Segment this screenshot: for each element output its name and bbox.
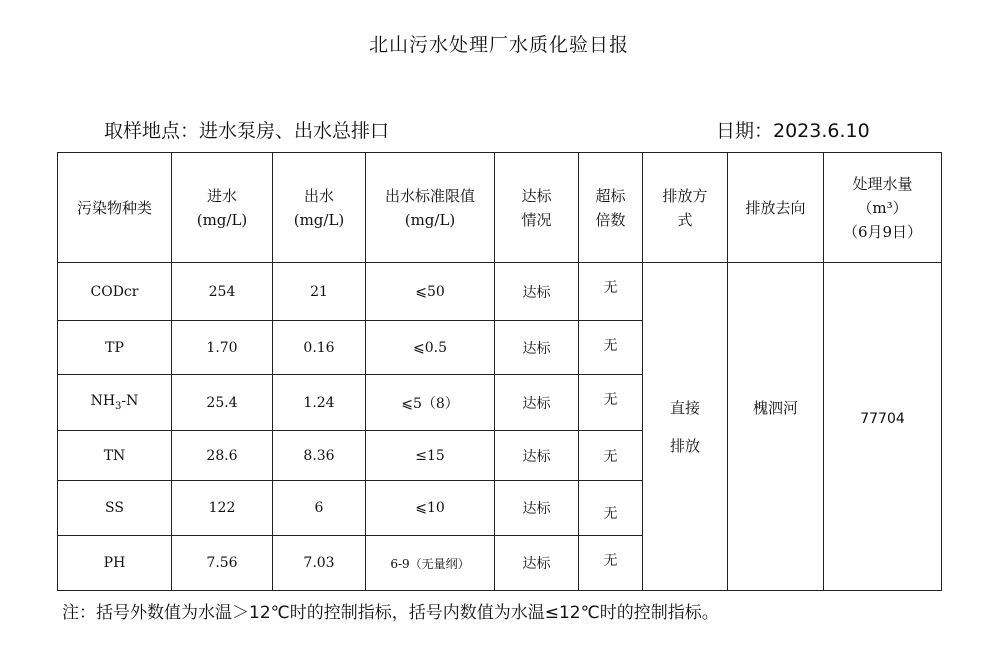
header-volume: 处理水量 （m³） （6月9日） — [824, 153, 942, 263]
pollutant-cell: SS — [58, 481, 172, 536]
pollutant-cell: $NH_3-N$ — [58, 375, 172, 431]
header-outflow: 出水 (mg/L) — [273, 153, 366, 263]
outflow-cell: 1.24 — [273, 375, 366, 431]
discharge-destination-cell: 槐泗河 — [728, 263, 824, 591]
exceed-cell: 无 — [579, 481, 643, 536]
inflow-cell: 1.70 — [172, 321, 273, 375]
exceed-cell: 无 — [579, 536, 643, 591]
header-exceed: 超标 倍数 — [579, 153, 643, 263]
discharge-method-cell: 直接 排放 — [643, 263, 728, 591]
exceed-cell: 无 — [579, 263, 643, 321]
pollutant-cell: PH — [58, 536, 172, 591]
header-row — [58, 153, 942, 263]
header-compliance: 达标 情况 — [495, 153, 579, 263]
pollutant-cell: TN — [58, 431, 172, 481]
header-discharge-method: 排放方 式 — [643, 153, 728, 263]
inflow-cell: 254 — [172, 263, 273, 321]
exceed-cell: 无 — [579, 431, 643, 481]
header-inflow: 进水 (mg/L) — [172, 153, 273, 263]
table-row — [58, 263, 942, 321]
treated-volume-cell: 77704 — [824, 263, 942, 591]
exceed-cell: 无 — [579, 321, 643, 375]
outflow-cell: 21 — [273, 263, 366, 321]
pollutant-cell: TP — [58, 321, 172, 375]
compliance-cell: 达标 — [495, 321, 579, 375]
header-limit: 出水标准限值 (mg/L) — [366, 153, 495, 263]
outflow-cell: 0.16 — [273, 321, 366, 375]
limit-cell: 6-9（无量纲） — [366, 536, 495, 591]
header-pollutant: 污染物种类 — [58, 153, 172, 263]
compliance-cell: 达标 — [495, 536, 579, 591]
outflow-cell: 8.36 — [273, 431, 366, 481]
pollutant-cell: CODcr — [58, 263, 172, 321]
outflow-cell: 6 — [273, 481, 366, 536]
limit-cell: ⩽0.5 — [366, 321, 495, 375]
inflow-cell: 25.4 — [172, 375, 273, 431]
limit-cell: ≤15 — [366, 431, 495, 481]
exceed-cell: 无 — [579, 375, 643, 431]
report-title: 北山污水处理厂水质化验日报 — [368, 34, 629, 56]
limit-cell: ⩽50 — [366, 263, 495, 321]
inflow-cell: 7.56 — [172, 536, 273, 591]
limit-cell: ⩽10 — [366, 481, 495, 536]
inflow-cell: 28.6 — [172, 431, 273, 481]
footnote: 注：括号外数值为水温＞12℃时的控制指标，括号内数值为水温≤12℃时的控制指标。 — [62, 603, 719, 623]
limit-cell: ⩽5（8） — [366, 375, 495, 431]
report-date: 日期：2023.6.10 — [716, 120, 870, 142]
compliance-cell: 达标 — [495, 431, 579, 481]
outflow-cell: 7.03 — [273, 536, 366, 591]
water-quality-table — [57, 152, 942, 591]
compliance-cell: 达标 — [495, 263, 579, 321]
inflow-cell: 122 — [172, 481, 273, 536]
header-discharge-destination: 排放去向 — [728, 153, 824, 263]
compliance-cell: 达标 — [495, 375, 579, 431]
compliance-cell: 达标 — [495, 481, 579, 536]
sampling-location: 取样地点：进水泵房、出水总排口 — [104, 120, 390, 142]
